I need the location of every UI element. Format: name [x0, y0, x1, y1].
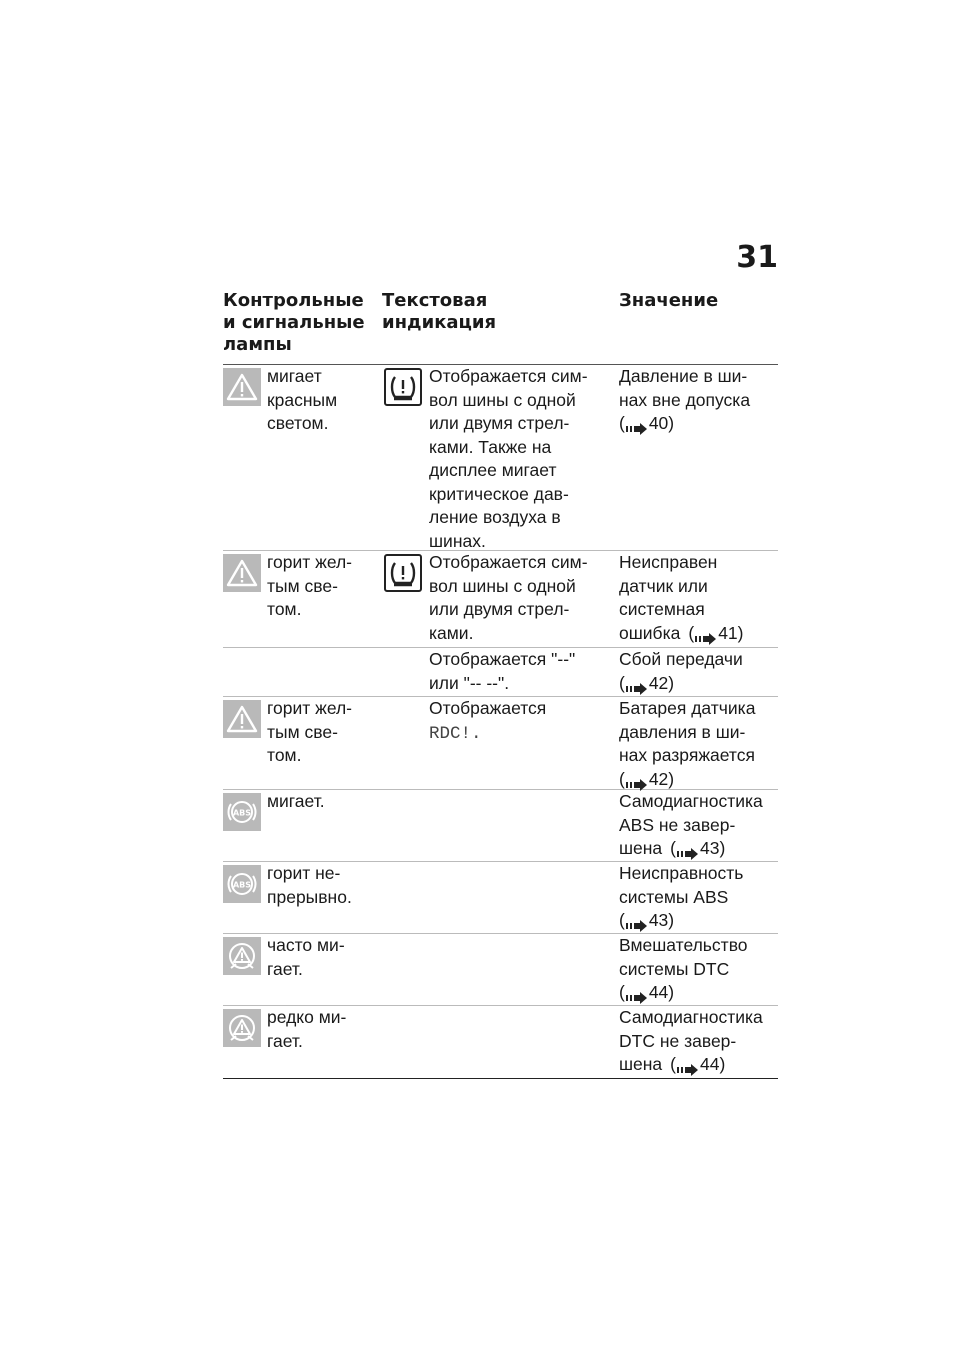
tire-pressure-icon	[384, 554, 422, 592]
display-text	[429, 697, 604, 746]
page-reference[interactable]	[619, 982, 674, 1002]
meaning-main: Самодиагностика ABS не завер- шена	[619, 791, 763, 858]
table-row	[223, 934, 778, 1006]
ref-open-paren: (	[670, 1054, 676, 1074]
table-row	[223, 697, 778, 790]
display-icon-cell	[384, 368, 426, 406]
page-reference[interactable]	[619, 413, 674, 433]
page-ref-arrow-icon	[626, 915, 648, 927]
header-meaning: Значение	[619, 290, 719, 311]
lamp-state: часто ми- гает.	[267, 935, 345, 979]
page-ref-arrow-icon	[626, 987, 648, 999]
ref-page-number: 42	[648, 672, 669, 693]
meaning-main: Неисправен датчик или системная ошибка	[619, 552, 718, 643]
page-ref-arrow-icon	[626, 678, 648, 690]
table-header	[223, 290, 778, 364]
ref-close-paren: )	[737, 622, 744, 643]
abs-icon	[223, 793, 261, 831]
ref-page-number: 43	[700, 838, 720, 858]
display-text-main: Отображается "--" или "-- --".	[429, 649, 576, 693]
table-row	[223, 1006, 778, 1079]
lamp-cell	[223, 865, 263, 903]
meaning-text	[619, 1006, 779, 1077]
dtc-icon	[223, 937, 261, 975]
page-reference[interactable]	[670, 838, 725, 858]
page-reference[interactable]	[619, 910, 674, 930]
table-row	[223, 790, 778, 862]
ref-open-paren: (	[619, 672, 625, 693]
table-row	[223, 648, 778, 697]
ref-page-number: 44	[700, 1054, 720, 1074]
ref-close-paren: )	[719, 1054, 726, 1074]
meaning-text	[619, 862, 779, 933]
meaning-text	[619, 648, 779, 695]
display-text	[429, 365, 604, 553]
meaning-text	[619, 934, 779, 1005]
lamp-cell	[223, 937, 263, 975]
meaning-text	[619, 365, 779, 436]
page-reference[interactable]	[619, 673, 674, 693]
ref-page-number: 43	[648, 910, 669, 930]
ref-close-paren: )	[668, 672, 675, 693]
ref-page-number: 44	[648, 982, 669, 1002]
display-text-main: Отображается сим- вол шины с одной или двумя стрел- ками. Также на дисплее мигает критическое дав- ление воздуха в шинах.	[429, 366, 588, 551]
table-row	[223, 365, 778, 551]
display-code: RDC!.	[429, 723, 482, 744]
page-reference[interactable]	[670, 1054, 725, 1074]
ref-open-paren: (	[619, 910, 625, 930]
dtc-icon	[223, 1009, 261, 1047]
ref-open-paren: (	[670, 838, 676, 858]
lamp-state: мигает красным светом.	[267, 366, 338, 433]
ref-open-paren: (	[619, 768, 625, 789]
meaning-main: Батарея датчика давления в ши- нах разряжается	[619, 698, 756, 765]
lamp-cell	[223, 368, 263, 406]
warning-triangle-icon	[223, 368, 261, 406]
meaning-text	[619, 790, 779, 861]
meaning-text	[619, 697, 779, 791]
page-number: 31	[736, 240, 778, 275]
lamp-state: мигает.	[267, 791, 325, 811]
ref-page-number: 41	[718, 622, 738, 643]
ref-close-paren: )	[668, 982, 675, 1002]
lamp-cell	[223, 700, 263, 738]
header-display: Текстовая индикация	[382, 290, 497, 333]
ref-open-paren: (	[619, 413, 625, 433]
meaning-main: Самодиагностика DTC не завер- шена	[619, 1007, 763, 1074]
meaning-main: Давление в ши- нах вне допуска	[619, 366, 751, 410]
lamp-state: горит жел- тым све- том.	[267, 552, 353, 619]
page-ref-arrow-icon	[626, 774, 648, 786]
indicator-table	[223, 365, 778, 1079]
abs-icon	[223, 865, 261, 903]
page-reference[interactable]	[688, 623, 743, 643]
ref-page-number: 40	[648, 413, 669, 433]
warning-triangle-icon	[223, 700, 261, 738]
warning-triangle-icon	[223, 554, 261, 592]
display-text	[429, 551, 604, 645]
lamp-state: горит не- прерывно.	[267, 863, 352, 907]
meaning-main: Сбой передачи	[619, 649, 743, 669]
header-lamps: Контрольные и сигнальные лампы	[223, 290, 365, 355]
display-icon-cell	[384, 554, 426, 592]
lamp-cell	[223, 1009, 263, 1047]
svg-text:ABS: ABS	[232, 880, 252, 890]
ref-close-paren: )	[668, 910, 675, 930]
ref-close-paren: )	[719, 838, 726, 858]
meaning-text	[619, 551, 779, 645]
lamp-cell	[223, 793, 263, 831]
meaning-main: Вмешательство системы DTC	[619, 935, 748, 979]
ref-open-paren: (	[619, 982, 625, 1002]
display-text-main: Отображается	[429, 698, 547, 718]
lamp-state: редко ми- гает.	[267, 1007, 347, 1051]
ref-open-paren: (	[688, 622, 695, 643]
display-text	[429, 648, 604, 695]
display-text-main: Отображается сим- вол шины с одной или двумя стрел- ками.	[429, 552, 588, 643]
meaning-main: Неисправность системы ABS	[619, 863, 744, 907]
page-reference[interactable]	[619, 769, 674, 789]
ref-page-number: 42	[648, 768, 669, 789]
page-ref-arrow-icon	[695, 628, 717, 640]
svg-text:ABS: ABS	[232, 808, 252, 818]
table-row	[223, 551, 778, 648]
page-ref-arrow-icon	[677, 843, 699, 855]
tire-pressure-icon	[384, 368, 422, 406]
ref-close-paren: )	[668, 768, 675, 789]
page-ref-arrow-icon	[626, 418, 648, 430]
table-row	[223, 862, 778, 934]
lamp-state: горит жел- тым све- том.	[267, 698, 353, 765]
page-ref-arrow-icon	[677, 1059, 699, 1071]
ref-close-paren: )	[668, 413, 675, 433]
lamp-cell	[223, 554, 263, 592]
